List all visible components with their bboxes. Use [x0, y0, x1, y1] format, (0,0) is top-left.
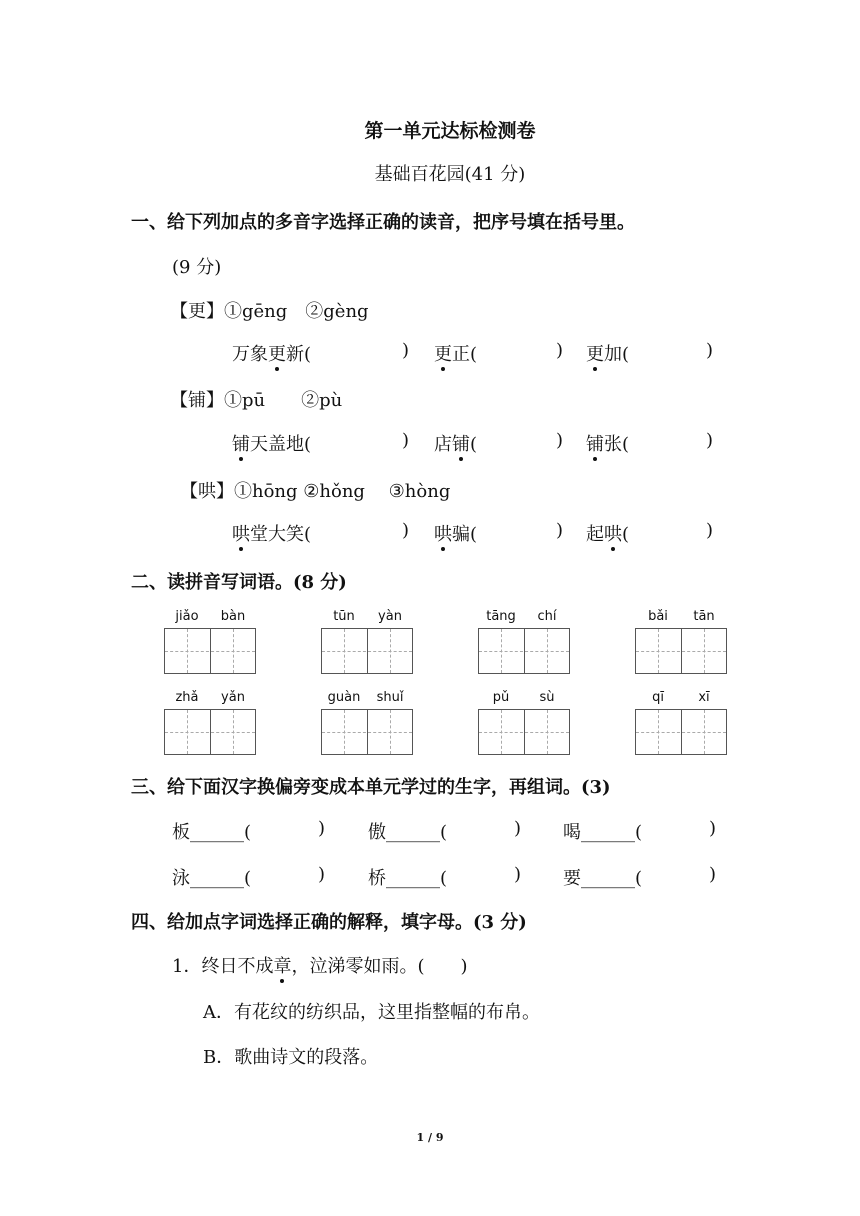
q1-answer-close: ): [706, 430, 714, 451]
q3-heading: 三、给下面汉字换偏旁变成本单元学过的生字，再组词。(3): [131, 777, 611, 798]
q3-answer-close: ): [318, 864, 326, 885]
pinyin-syllable: chí: [537, 609, 557, 624]
q1-item: 铺天盖地(: [232, 430, 311, 456]
q2-heading: 二、读拼音写词语。(8 分): [131, 572, 347, 593]
q3-answer-close: ): [318, 818, 326, 839]
writing-grid[interactable]: [478, 709, 570, 755]
writing-grid[interactable]: [164, 709, 256, 755]
writing-grid[interactable]: [635, 628, 727, 674]
pinyin-syllable: zhǎ: [175, 690, 199, 705]
pinyin-syllable: shuǐ: [376, 690, 404, 705]
pinyin-syllable: yǎn: [221, 690, 245, 705]
pinyin-syllable: yàn: [378, 609, 402, 624]
writing-grid[interactable]: [635, 709, 727, 755]
pinyin-syllable: sù: [539, 690, 555, 705]
pinyin-syllable: bàn: [220, 609, 246, 624]
q1-heading: 一、给下列加点的多音字选择正确的读音，把序号填在括号里。: [131, 212, 635, 233]
q1-item: 更正(: [434, 340, 477, 366]
q1-group-label: 【更】①gēng ②gèng: [170, 301, 369, 322]
pinyin-word-box: [164, 690, 256, 756]
pinyin-syllable: qī: [652, 690, 664, 705]
q4-option-a: A．有花纹的纺织品，这里指整幅的布帛。: [203, 1002, 540, 1023]
q4-option-b: B．歌曲诗文的段落。: [203, 1047, 379, 1068]
q1-answer-close: ): [556, 340, 564, 361]
q4-sentence: 1．终日不成章，泣涕零如雨。( ): [172, 952, 468, 978]
pinyin-word-box: [478, 690, 570, 756]
q3-item: 泳______(: [172, 868, 252, 889]
pinyin-syllable: xī: [698, 690, 710, 705]
pinyin-syllable: pǔ: [492, 690, 510, 705]
writing-grid[interactable]: [478, 628, 570, 674]
q3-item: 板______(: [172, 822, 252, 843]
q1-answer-close: ): [402, 430, 410, 451]
q1-answer-close: ): [556, 520, 564, 541]
pinyin-syllable: bǎi: [648, 609, 668, 624]
q1-item: 更加(: [586, 340, 629, 366]
pinyin-word-box: [478, 609, 570, 675]
q1-answer-close: ): [556, 430, 564, 451]
q1-item: 起哄(: [586, 520, 629, 546]
section-subtitle: 基础百花园(41 分): [374, 164, 526, 185]
pinyin-word-box: [321, 609, 413, 675]
pinyin-syllable: tūn: [333, 609, 355, 624]
writing-grid[interactable]: [321, 709, 413, 755]
page-number: 1 / 9: [416, 1131, 444, 1144]
pinyin-word-box: [321, 690, 413, 756]
q1-item: 店铺(: [434, 430, 477, 456]
q3-answer-close: ): [709, 864, 717, 885]
q3-answer-close: ): [709, 818, 717, 839]
q3-answer-close: ): [514, 864, 522, 885]
pinyin-syllable: tāng: [486, 609, 516, 624]
q1-group-label: 【哄】①hōng ②hǒng ③hòng: [180, 481, 451, 502]
q4-heading: 四、给加点字词选择正确的解释，填字母。(3 分): [131, 912, 527, 933]
pinyin-syllable: guàn: [327, 690, 361, 705]
q1-item: 哄骗(: [434, 520, 477, 546]
writing-grid[interactable]: [321, 628, 413, 674]
pinyin-word-box: [164, 609, 256, 675]
q1-item: 哄堂大笑(: [232, 520, 311, 546]
q3-item: 桥______(: [368, 868, 448, 889]
q3-answer-close: ): [514, 818, 522, 839]
q1-group-label: 【铺】①pū ②pù: [170, 390, 343, 411]
q1-score: (9 分): [172, 257, 222, 278]
q1-item: 铺张(: [586, 430, 629, 456]
q1-item: 万象更新(: [232, 340, 311, 366]
q1-answer-close: ): [706, 340, 714, 361]
pinyin-syllable: tān: [693, 609, 715, 624]
q1-answer-close: ): [402, 340, 410, 361]
q1-answer-close: ): [402, 520, 410, 541]
pinyin-word-box: [635, 690, 727, 756]
pinyin-syllable: jiǎo: [175, 609, 199, 624]
pinyin-word-box: [635, 609, 727, 675]
writing-grid[interactable]: [164, 628, 256, 674]
q1-answer-close: ): [706, 520, 714, 541]
q3-item: 要______(: [563, 868, 643, 889]
q3-item: 傲______(: [368, 822, 448, 843]
page-title: 第一单元达标检测卷: [364, 120, 536, 142]
q3-item: 喝______(: [563, 822, 643, 843]
